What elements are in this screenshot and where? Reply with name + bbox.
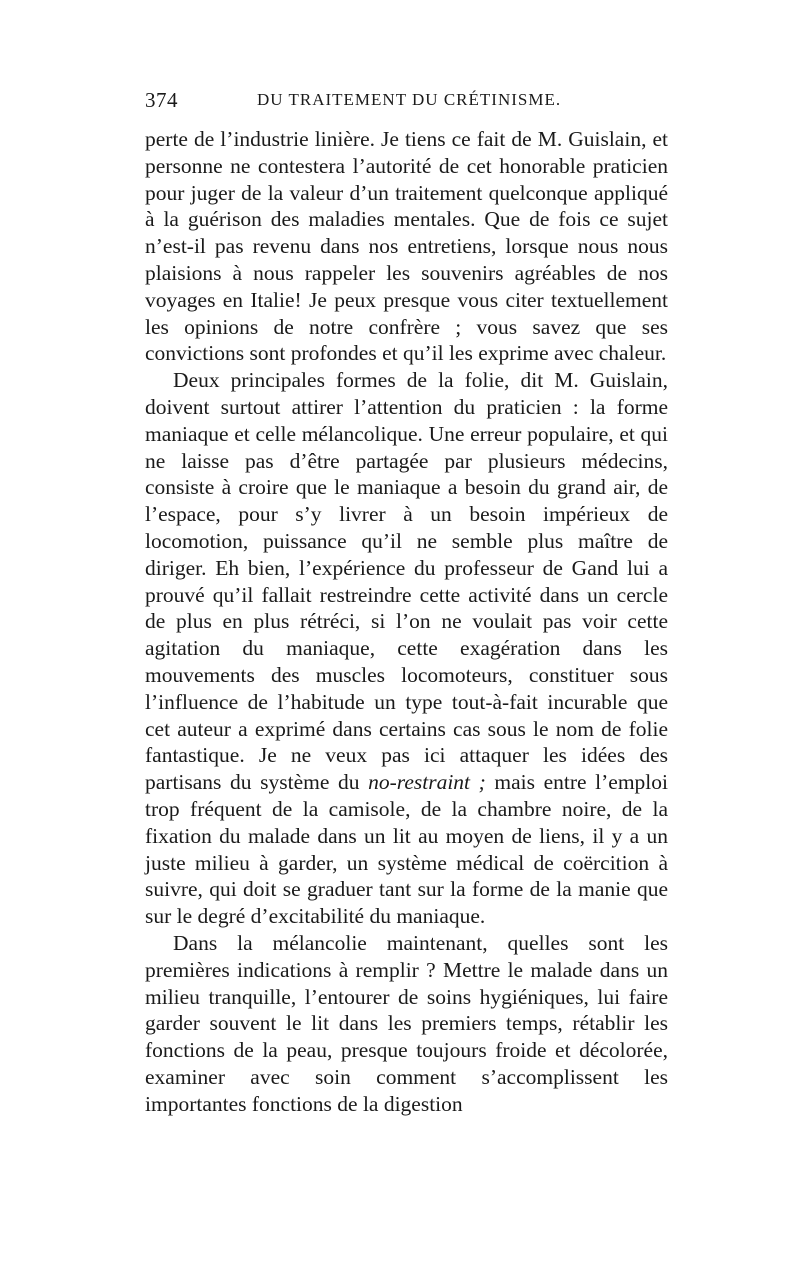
paragraph-forms-of-madness (145, 367, 668, 930)
running-title: DU TRAITEMENT DU CRÉTINISME. (257, 90, 562, 109)
page-number: 374 (145, 88, 178, 112)
running-head (145, 88, 670, 118)
italic-term-no-restraint: no-restraint ; (368, 770, 486, 795)
paragraph-continuation: perte de l’industrie linière. Je tiens ce fait de M. Guislain, et personne ne contestera l’autorité de cet honorable praticien pour juger de la valeur d’un traitement quelconque appliqué à la guérison des maladies mentales. Que de fois ce sujet n’est-il pas revenu dans nos entretiens, lorsque nous nous plaisions à nous rappeler les souvenirs agréables de nos voyages en Italie! Je peux presque vous citer textuellement les opinions de notre confrère ; vous savez que ses convictions sont profondes et qu’il les exprime avec chaleur. (145, 127, 668, 366)
paragraph-text-after: mais entre l’emploi trop fréquent de la camisole, de la chambre noire, de la fixation du malade dans un lit au moyen de liens, il y a un juste milieu à garder, un système médical de coërcition à suivre, qui doit se graduer tant sur la forme de la manie que sur le degré d’excitabilité du maniaque. (145, 770, 668, 929)
paragraph-melancholy: Dans la mélancolie maintenant, quelles sont les premières indications à remplir ? Mettre le malade dans un milieu tranquille, l’entourer de soins hygiéniques, lui faire garder souvent le lit dans les premiers temps, rétablir les fonctions de la peau, presque toujours froide et décolorée, examiner avec soin comment s’accomplissent les importantes fonctions de la digestion (145, 930, 668, 1116)
body-text (145, 126, 668, 1117)
paragraph-text-before: Deux principales formes de la folie, dit M. Guislain, doivent surtout attirer l’attention du praticien : la forme maniaque et celle mélancolique. Une erreur populaire, et qui ne laisse pas d’être partagée par plusieurs médecins, consiste à croire que le maniaque a besoin du grand air, de l’espace, pour s’y livrer à un besoin impérieux de locomotion, puissance qu’il ne semble plus maître de diriger. Eh bien, l’expérience du professeur de Gand lui a prouvé qu’il fallait restreindre cette activité dans un cercle de plus en plus rétréci, si l’on ne voulait pas voir cette agitation du maniaque, cette exagération dans les mouvements des muscles locomoteurs, constituer sous l’influence de l’habitude un type tout-à-fait incurable que cet auteur a exprimé dans certains cas sous le nom de folie fantastique. Je ne veux pas ici attaquer les idées des partisans du système du (145, 368, 668, 795)
